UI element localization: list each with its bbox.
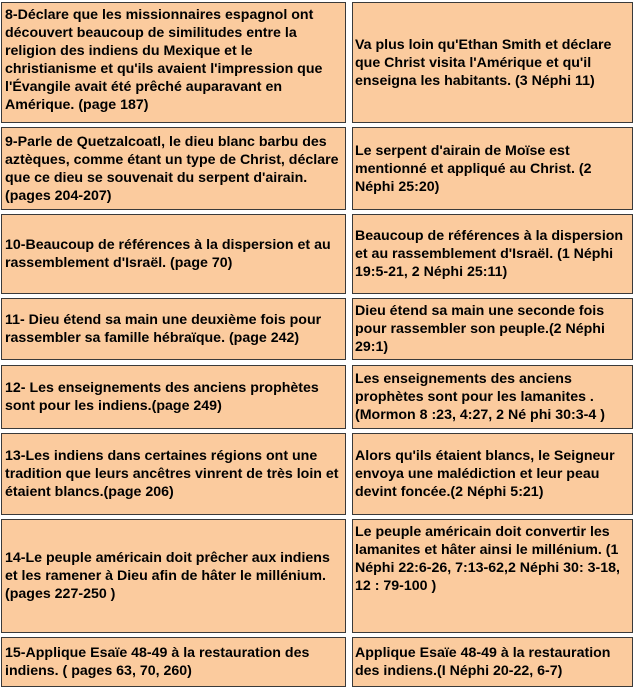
left-cell-14	[1, 519, 346, 633]
left-cell-8	[1, 2, 346, 123]
left-text-12: 12- Les enseignements des anciens prophètes sont pour les indiens.(page 249)	[5, 380, 319, 414]
right-cell-8	[352, 2, 633, 123]
right-text-14: Le peuple américain doit convertir les lamanites et hâter ainsi le millénium. (1 Néphi 22:6-26, 7:13-62,2 Néphi 30: 3-18, 12 : 79-100 )	[355, 524, 620, 594]
left-cell-12	[1, 365, 346, 429]
left-cell-11	[1, 298, 346, 360]
right-cell-15	[352, 637, 633, 687]
left-cell-13	[1, 433, 346, 515]
right-text-15: Applique Esaïe 48-49 à la restauration des indiens.(I Néphi 20-22, 6-7)	[355, 645, 611, 679]
left-text-10: 10-Beaucoup de références à la dispersion et au rassemblement d'Israël. (page 70)	[5, 237, 331, 271]
left-cell-9	[1, 127, 346, 210]
right-cell-9	[352, 127, 633, 210]
left-cell-10	[1, 214, 346, 294]
left-text-13: 13-Les indiens dans certaines régions ont une tradition que leurs ancêtres vinrent de très loin et étaient blancs.(page 206)	[5, 448, 339, 500]
right-text-9: Le serpent d'airain de Moïse est mentionné et appliqué au Christ. (2 Néphi 25:20)	[355, 142, 592, 195]
right-text-10: Beaucoup de références à la dispersion et au rassemblement d'Israël. (1 Néphi 19:5-21, 2 Néphi 25:11)	[355, 228, 624, 280]
left-text-9: 9-Parle de Quetzalcoatl, le dieu blanc barbu des aztèques, comme étant un type de Christ, déclare que ce dieu se souvenait du serpent d'airain. (pages 204-207)	[5, 133, 339, 204]
left-text-11: 11- Dieu étend sa main une deuxième fois pour rassembler sa famille hébraïque. (page 242)	[5, 312, 322, 346]
right-text-13: Alors qu'ils étaient blancs, le Seigneur envoya une malédiction et leur peau devint foncée.(2 Néphi 5:21)	[355, 448, 615, 500]
right-cell-10	[352, 214, 633, 294]
left-cell-15	[1, 637, 346, 687]
left-text-8: 8-Déclare que les missionnaires espagnol ont découvert beaucoup de similitudes entre la religion des indiens du Mexique et le christianisme et qu'ils avaient l'impression que l'Évangile avait été prêché auparavant en Amérique. (page 187)	[5, 7, 323, 113]
right-text-8: Va plus loin qu'Ethan Smith et déclare que Christ visita l'Amérique et qu'il enseigna les habitants. (3 Néphi 11)	[355, 36, 612, 89]
right-cell-11	[352, 298, 633, 360]
right-cell-14	[352, 519, 633, 633]
left-text-14: 14-Le peuple américain doit prêcher aux indiens et les ramener à Dieu afin de hâter le millénium. (pages 227-250 )	[5, 550, 330, 602]
right-cell-12	[352, 365, 633, 429]
right-text-11: Dieu étend sa main une seconde fois pour rassembler son peuple.(2 Néphi 29:1)	[355, 303, 605, 355]
right-text-12: Les enseignements des anciens prophètes sont pour les lamanites . (Mormon 8 :23, 4:27, 2 Né phi 30:3-4 )	[355, 371, 605, 423]
left-text-15: 15-Applique Esaïe 48-49 à la restauration des indiens. ( pages 63, 70, 260)	[5, 645, 310, 679]
right-cell-13	[352, 433, 633, 515]
